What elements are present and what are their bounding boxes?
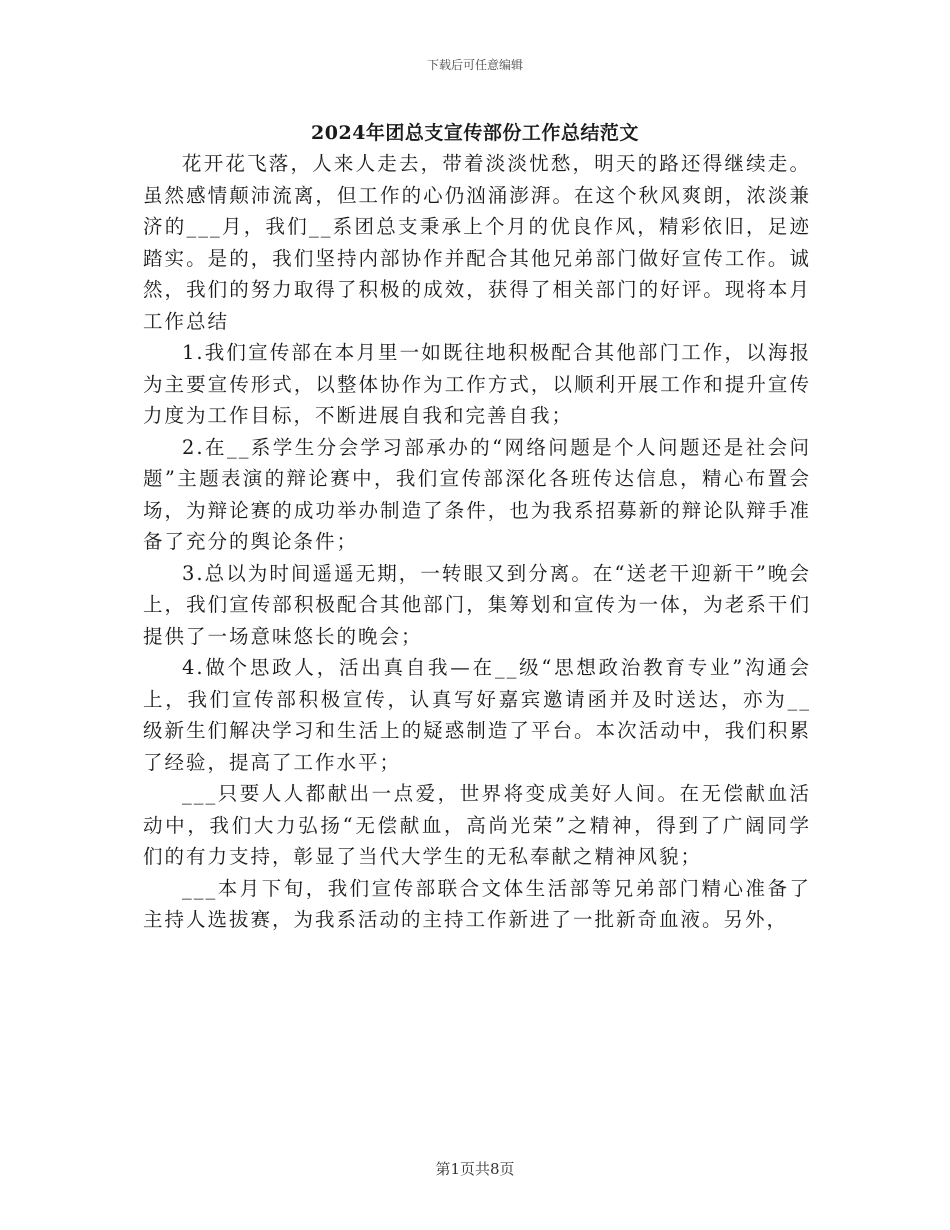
page-indicator: 第1页共8页 <box>435 1160 515 1178</box>
paragraph-item-1: 1.我们宣传部在本月里一如既往地积极配合其他部门工作，以海报为主要宣传形式，以整体协作为工作方式，以顺利开展工作和提升宣传力度为工作目标，不断进展自我和完善自我； <box>143 341 811 427</box>
paragraph-item-2: 2.在__系学生分会学习部承办的“网络问题是个人问题还是社会问题”主题表演的辩论赛中，我们宣传部深化各班传达信息，精心布置会场，为辩论赛的成功举办制造了条件，也为我系招募新的辩论队辩手准备了充分的舆论条件； <box>143 435 811 553</box>
paragraph-item-4: 4.做个思政人，活出真自我—在__级“思想政治教育专业”沟通会上，我们宣传部积极宣传，认真写好嘉宾邀请函并及时送达，亦为__级新生们解决学习和生活上的疑惑制造了平台。本次活动中，我们积累了经验，提高了工作水平； <box>143 656 811 774</box>
paragraph-host-selection: ___本月下旬，我们宣传部联合文体生活部等兄弟部门精心准备了主持人选拔赛，为我系活动的主持工作新进了一批新奇血液。另外， <box>143 876 811 931</box>
header-note: 下载后可任意编辑 <box>426 58 523 72</box>
paragraph-blood-donation: ___只要人人都献出一点爱，世界将变成美好人间。在无偿献血活动中，我们大力弘扬“无偿献血，高尚光荣”之精神，得到了广阔同学们的有力支持，彰显了当代大学生的无私奉献之精神风貌； <box>143 782 811 868</box>
paragraph-intro: 花开花飞落，人来人走去，带着淡淡忧愁，明天的路还得继续走。虽然感情颠沛流离，但工作的心仍汹涌澎湃。在这个秋风爽朗，浓淡兼济的___月，我们__系团总支秉承上个月的优良作风，精彩依旧，足迹踏实。是的，我们坚持内部协作并配合其他兄弟部门做好宣传工作。诚然，我们的努力取得了积极的成效，获得了相关部门的好评。现将本月工作总结 <box>143 152 811 333</box>
document-title: 2024年团总支宣传部份工作总结范文 <box>311 122 639 144</box>
paragraph-item-3: 3.总以为时间遥遥无期，一转眼又到分离。在“送老干迎新干”晚会上，我们宣传部积极配合其他部门，集筹划和宣传为一体，为老系干们提供了一场意味悠长的晚会； <box>143 561 811 648</box>
document-body <box>143 148 811 936</box>
